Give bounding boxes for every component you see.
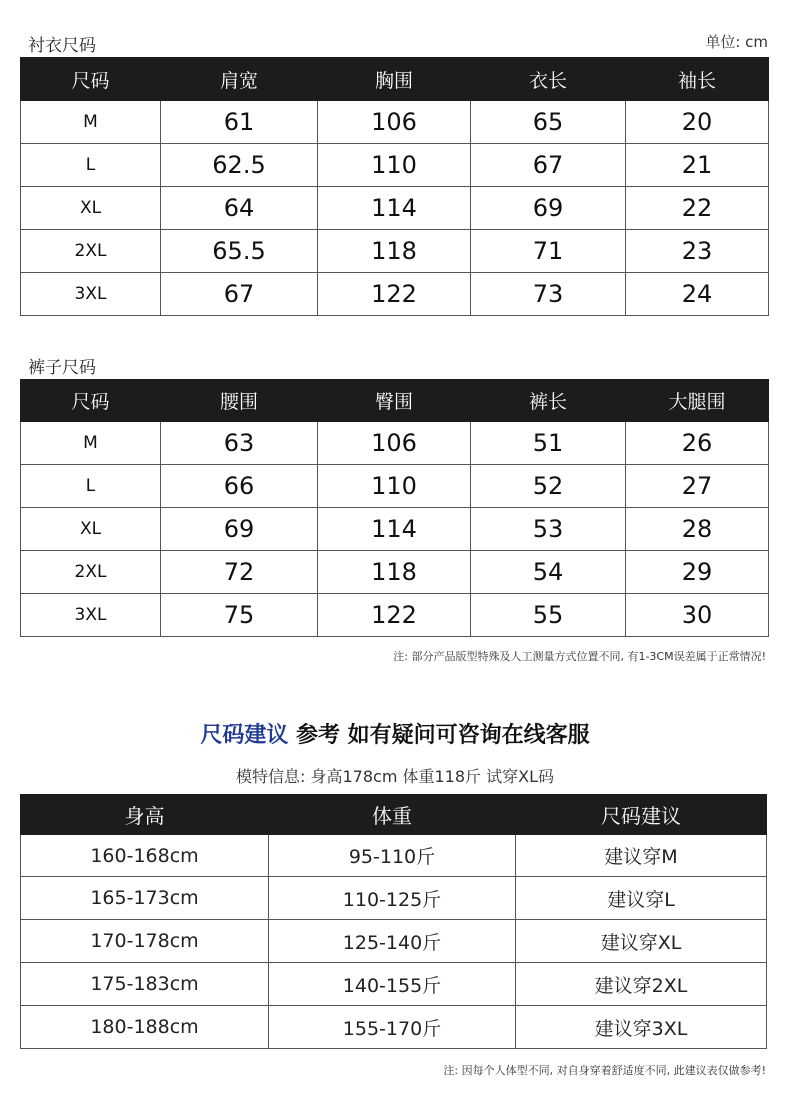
table-row: [21, 422, 769, 465]
table-cell: 118: [318, 230, 471, 273]
table-row: [21, 465, 769, 508]
pants-section-title: 裤子尺码: [28, 358, 96, 378]
table-cell: 建议穿2XL: [516, 963, 767, 1006]
table-cell: 170-178cm: [21, 920, 269, 963]
table-cell: 61: [161, 101, 318, 144]
table-cell: 175-183cm: [21, 963, 269, 1006]
table-cell: 64: [161, 187, 318, 230]
advice-note: 注: 因每个人体型不同, 对自身穿着舒适度不同, 此建议表仅做参考!: [443, 1064, 766, 1077]
table-cell: M: [21, 422, 161, 465]
table-cell: 180-188cm: [21, 1006, 269, 1049]
table-cell: 155-170斤: [269, 1006, 516, 1049]
table-cell: 67: [471, 144, 626, 187]
table-cell: 52: [471, 465, 626, 508]
advice-title-rest: 参考 如有疑问可咨询在线客服: [288, 723, 590, 748]
column-header: 大腿围: [626, 380, 769, 422]
table-cell: 62.5: [161, 144, 318, 187]
column-header: 尺码: [21, 380, 161, 422]
shirt-size-table: [20, 57, 769, 316]
column-header: 身高: [21, 795, 269, 835]
table-cell: 21: [626, 144, 769, 187]
table-cell: 建议穿M: [516, 835, 767, 877]
table-cell: 72: [161, 551, 318, 594]
table-row: [21, 963, 767, 1006]
model-info: 模特信息: 身高178cm 体重118斤 试穿XL码: [236, 767, 554, 786]
table-cell: 建议穿L: [516, 877, 767, 920]
table-cell: 22: [626, 187, 769, 230]
table-cell: 27: [626, 465, 769, 508]
table-cell: 73: [471, 273, 626, 316]
table-cell: 3XL: [21, 594, 161, 637]
column-header: 肩宽: [161, 58, 318, 101]
table-cell: 55: [471, 594, 626, 637]
column-header: 体重: [269, 795, 516, 835]
table-row: [21, 101, 769, 144]
table-cell: 66: [161, 465, 318, 508]
table-cell: 122: [318, 594, 471, 637]
table-cell: 2XL: [21, 551, 161, 594]
advice-title-accent: 尺码建议: [200, 723, 289, 748]
table-cell: 110-125斤: [269, 877, 516, 920]
table-cell: 110: [318, 144, 471, 187]
table-cell: 125-140斤: [269, 920, 516, 963]
pants-size-table: [20, 379, 769, 637]
column-header: 衣长: [471, 58, 626, 101]
table-cell: 51: [471, 422, 626, 465]
column-header: 臀围: [318, 380, 471, 422]
table-cell: 71: [471, 230, 626, 273]
column-header: 尺码: [21, 58, 161, 101]
table-cell: 建议穿3XL: [516, 1006, 767, 1049]
table-row: [21, 835, 767, 877]
table-row: [21, 144, 769, 187]
table-row: [21, 273, 769, 316]
table-cell: 23: [626, 230, 769, 273]
table-cell: 建议穿XL: [516, 920, 767, 963]
table-cell: 122: [318, 273, 471, 316]
table-cell: 24: [626, 273, 769, 316]
size-advice-table: [20, 794, 767, 1049]
column-header: 裤长: [471, 380, 626, 422]
table-row: [21, 508, 769, 551]
shirt-section-title: 衬衣尺码: [28, 36, 96, 56]
table-cell: 29: [626, 551, 769, 594]
table-row: [21, 551, 769, 594]
table-cell: 2XL: [21, 230, 161, 273]
table-cell: 69: [161, 508, 318, 551]
table-cell: 160-168cm: [21, 835, 269, 877]
table-cell: 63: [161, 422, 318, 465]
table-cell: 67: [161, 273, 318, 316]
table-cell: L: [21, 144, 161, 187]
table-row: [21, 594, 769, 637]
table-cell: 65.5: [161, 230, 318, 273]
table-cell: 53: [471, 508, 626, 551]
table-cell: 165-173cm: [21, 877, 269, 920]
table-row: [21, 1006, 767, 1049]
table-cell: L: [21, 465, 161, 508]
table-row: [21, 230, 769, 273]
table-cell: 26: [626, 422, 769, 465]
table-cell: 28: [626, 508, 769, 551]
table-row: [21, 920, 767, 963]
table-cell: M: [21, 101, 161, 144]
unit-label: 单位: cm: [705, 33, 768, 51]
column-header: 腰围: [161, 380, 318, 422]
column-header: 袖长: [626, 58, 769, 101]
table-cell: 95-110斤: [269, 835, 516, 877]
table-cell: 140-155斤: [269, 963, 516, 1006]
table-cell: 69: [471, 187, 626, 230]
table-cell: 114: [318, 187, 471, 230]
table-cell: 106: [318, 101, 471, 144]
table-cell: 118: [318, 551, 471, 594]
table-cell: 54: [471, 551, 626, 594]
measurement-note: 注: 部分产品版型特殊及人工测量方式位置不同, 有1-3CM误差属于正常情况!: [393, 650, 766, 663]
table-cell: 3XL: [21, 273, 161, 316]
table-cell: 114: [318, 508, 471, 551]
advice-title: [0, 718, 790, 749]
table-cell: 65: [471, 101, 626, 144]
table-cell: 110: [318, 465, 471, 508]
table-row: [21, 187, 769, 230]
table-cell: 30: [626, 594, 769, 637]
table-cell: XL: [21, 508, 161, 551]
column-header: 胸围: [318, 58, 471, 101]
column-header: 尺码建议: [516, 795, 767, 835]
table-cell: 20: [626, 101, 769, 144]
table-row: [21, 877, 767, 920]
table-cell: 75: [161, 594, 318, 637]
table-cell: XL: [21, 187, 161, 230]
table-cell: 106: [318, 422, 471, 465]
